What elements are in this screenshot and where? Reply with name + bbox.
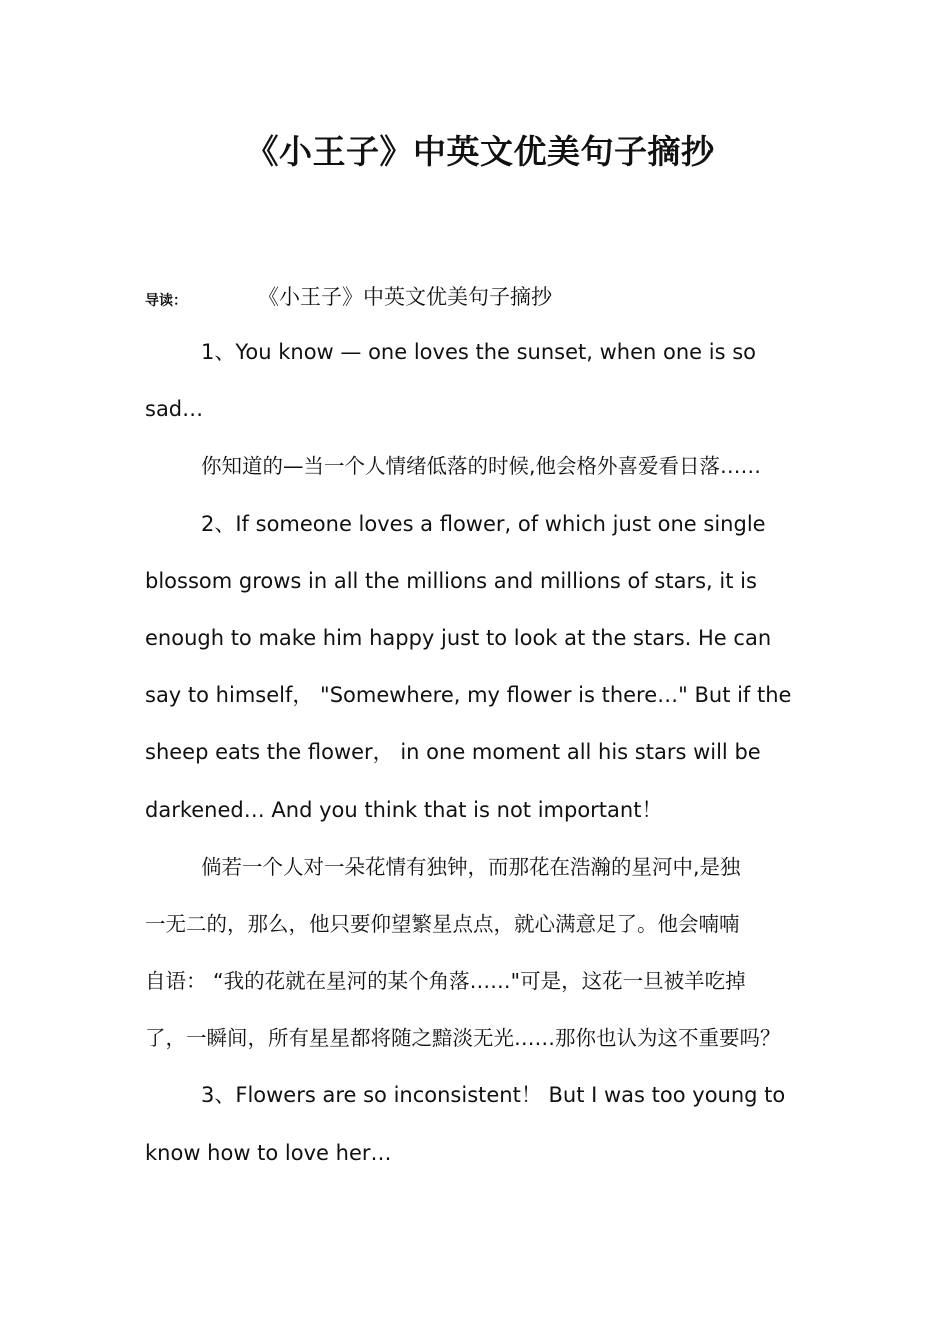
paragraph-line: sad… [145,397,204,422]
paragraph-line: sheep eats the flower， in one moment all his stars will be [145,740,761,765]
paragraph-line: 2、If someone loves a flower, of which just one single [201,511,766,536]
lead-section [145,280,825,314]
paragraph-line: 自语： “我的花就在星河的某个角落……"可是，这花一旦被羊吃掉 [145,969,746,994]
paragraph-line: 你知道的—当一个人情绪低落的时候,他会格外喜爱看日落…… [201,454,762,479]
paragraph-line: darkened… And you think that is not important！ [145,797,663,822]
paragraph-line: know how to love her… [145,1140,392,1165]
lead-text: 《小王子》中英文优美句子摘抄 [258,285,552,309]
paragraph-line: 了，一瞬间，所有星星都将随之黯淡无光……那你也认为这不重要吗？ [145,1026,781,1051]
paragraph-line: 1、You know — one loves the sunset, when one is so [201,340,757,364]
paragraph-line: enough to make him happy just to look at the stars. He can [145,625,772,650]
paragraph-line: 一无二的，那么，他只要仰望繁星点点，就心满意足了。他会喃喃 [145,911,740,936]
paragraph-line: blossom grows in all the millions and millions of stars, it is [145,568,757,593]
document-title: 《小王子》中英文优美句子摘抄 [245,132,715,171]
paragraph-line: 倘若一个人对一朵花情有独钟，而那花在浩瀚的星河中,是独 [201,854,741,879]
document-body [145,324,825,1182]
lead-label: 导读： [145,293,187,309]
paragraph-line: say to himself， "Somewhere, my flower is there…" But if the [145,683,792,708]
paragraph-line: 3、Flowers are so inconsistent！ But I was too young to [201,1083,786,1108]
